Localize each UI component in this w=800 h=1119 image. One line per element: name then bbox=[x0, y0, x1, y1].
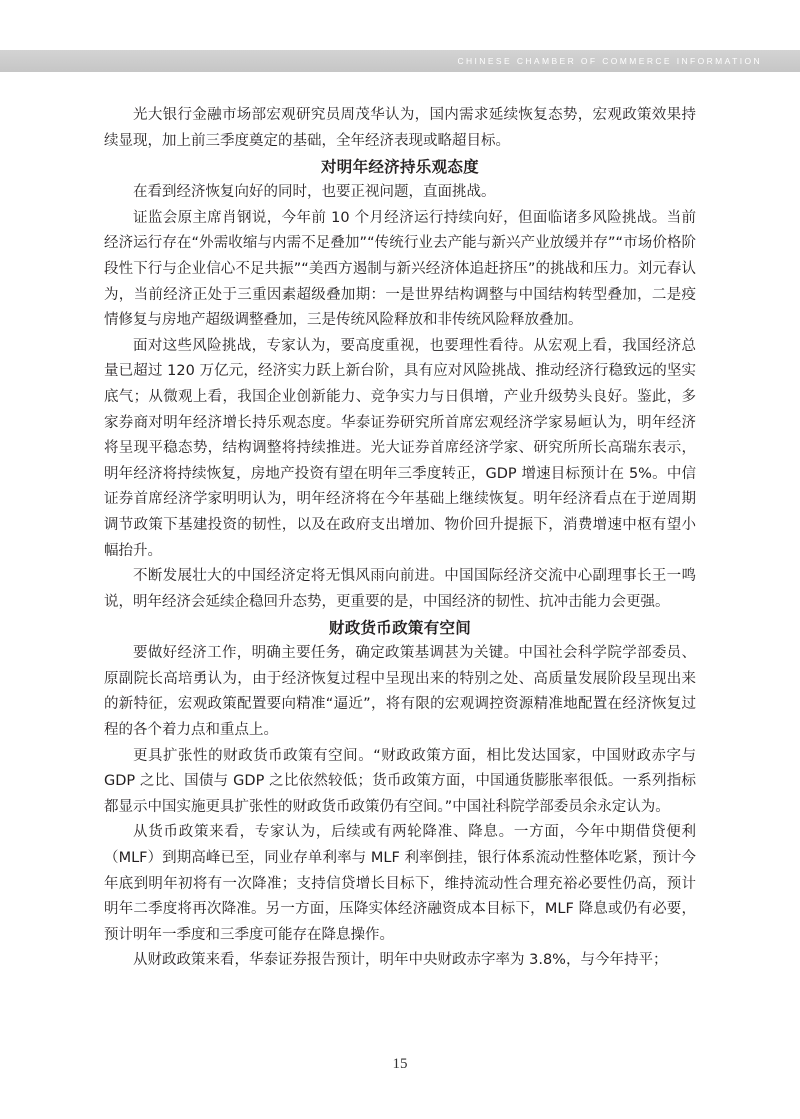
paragraph: 从货币政策来看，专家认为，后续或有两轮降准、降息。一方面，今年中期借贷便利（MLF）到期高峰已至，同业存单利率与 MLF 利率倒挂，银行体系流动性整体吃紧，预计今年底到明年初将有一次降准；支持信贷增长目标下，维持流动性合理充裕必要性仍高，预计明年二季度将再次降准。另一方面，压降实体经济融资成本目标下，MLF 降息或仍有必要，预计明年一季度和三季度可能存在降息操作。 bbox=[104, 824, 696, 943]
paragraph: 不断发展壮大的中国经济定将无惧风雨向前进。中国国际经济交流中心副理事长王一鸣说，明年经济会延续企稳回升态势，更重要的是，中国经济的韧性、抗冲击能力会更强。 bbox=[104, 568, 696, 610]
paragraph: 要做好经济工作，明确主要任务，确定政策基调甚为关键。中国社会科学院学部委员、原副院长高培勇认为，由于经济恢复过程中呈现出来的特别之处、高质量发展阶段呈现出来的新特征，宏观政策配置要向精准“逼近”，将有限的宏观调控资源精准地配置在经济恢复过程的各个着力点和重点上。 bbox=[104, 645, 696, 739]
header-band bbox=[0, 50, 800, 72]
paragraph: 光大银行金融市场部宏观研究员周茂华认为，国内需求延续恢复态势，宏观政策效果持续显现，加上前三季度奠定的基础，全年经济表现或略超目标。 bbox=[104, 107, 696, 149]
paragraph: 在看到经济恢复向好的同时，也要正视问题，直面挑战。 bbox=[133, 184, 496, 201]
article-body bbox=[104, 103, 696, 974]
paragraph: 更具扩张性的财政货币政策有空间。“财政政策方面，相比发达国家，中国财政赤字与 GDP 之比、国债与 GDP 之比依然较低；货币政策方面，中国通货膨胀率很低。一系列指标都显示中国实施更具扩张性的财政货币政策仍有空间。”中国社科院学部委员余永定认为。 bbox=[104, 747, 696, 815]
paragraph: 证监会原主席肖钢说，今年前 10 个月经济运行持续向好，但面临诸多风险挑战。当前经济运行存在“外需收缩与内需不足叠加”“传统行业去产能与新兴产业放缓并存”“市场价格阶段性下行与企业信心不足共振”“美西方遏制与新兴经济体追赶挤压”的挑战和压力。刘元春认为，当前经济正处于三重因素超级叠加期：一是世界结构调整与中国结构转型叠加，二是疫情修复与房地产超级调整叠加，三是传统风险释放和非传统风险释放叠加。 bbox=[104, 209, 696, 329]
header-title: CHINESE CHAMBER OF COMMERCE INFORMATION bbox=[457, 56, 762, 66]
paragraph: 从财政政策来看，华泰证券报告预计，明年中央财政赤字率为 3.8%，与今年持平； bbox=[133, 952, 668, 969]
page-number: 15 bbox=[392, 1056, 408, 1072]
section-heading: 对明年经济持乐观态度 bbox=[320, 158, 479, 177]
paragraph: 面对这些风险挑战，专家认为，要高度重视，也要理性看待。从宏观上看，我国经济总量已超过 120 万亿元，经济实力跃上新台阶，具有应对风险挑战、推动经济行稳致远的坚实底气；从微观上看，我国企业创新能力、竞争实力与日俱增，产业升级势头良好。鉴此，多家券商对明年经济增长持乐观态度。华泰证券研究所首席宏观经济学家易峘认为，明年经济将呈现平稳态势，结构调整将持续推进。光大证券首席经济学家、研究所所长高瑞东表示，明年经济将持续恢复，房地产投资有望在明年三季度转正，GDP 增速目标预计在 5%。中信证券首席经济学家明明认为，明年经济将在今年基础上继续恢复。明年经济看点在于逆周期调节政策下基建投资的韧性，以及在政府支出增加、物价回升提振下，消费增速中枢有望小幅抬升。 bbox=[104, 337, 696, 559]
section-heading: 财政货币政策有空间 bbox=[328, 619, 472, 638]
